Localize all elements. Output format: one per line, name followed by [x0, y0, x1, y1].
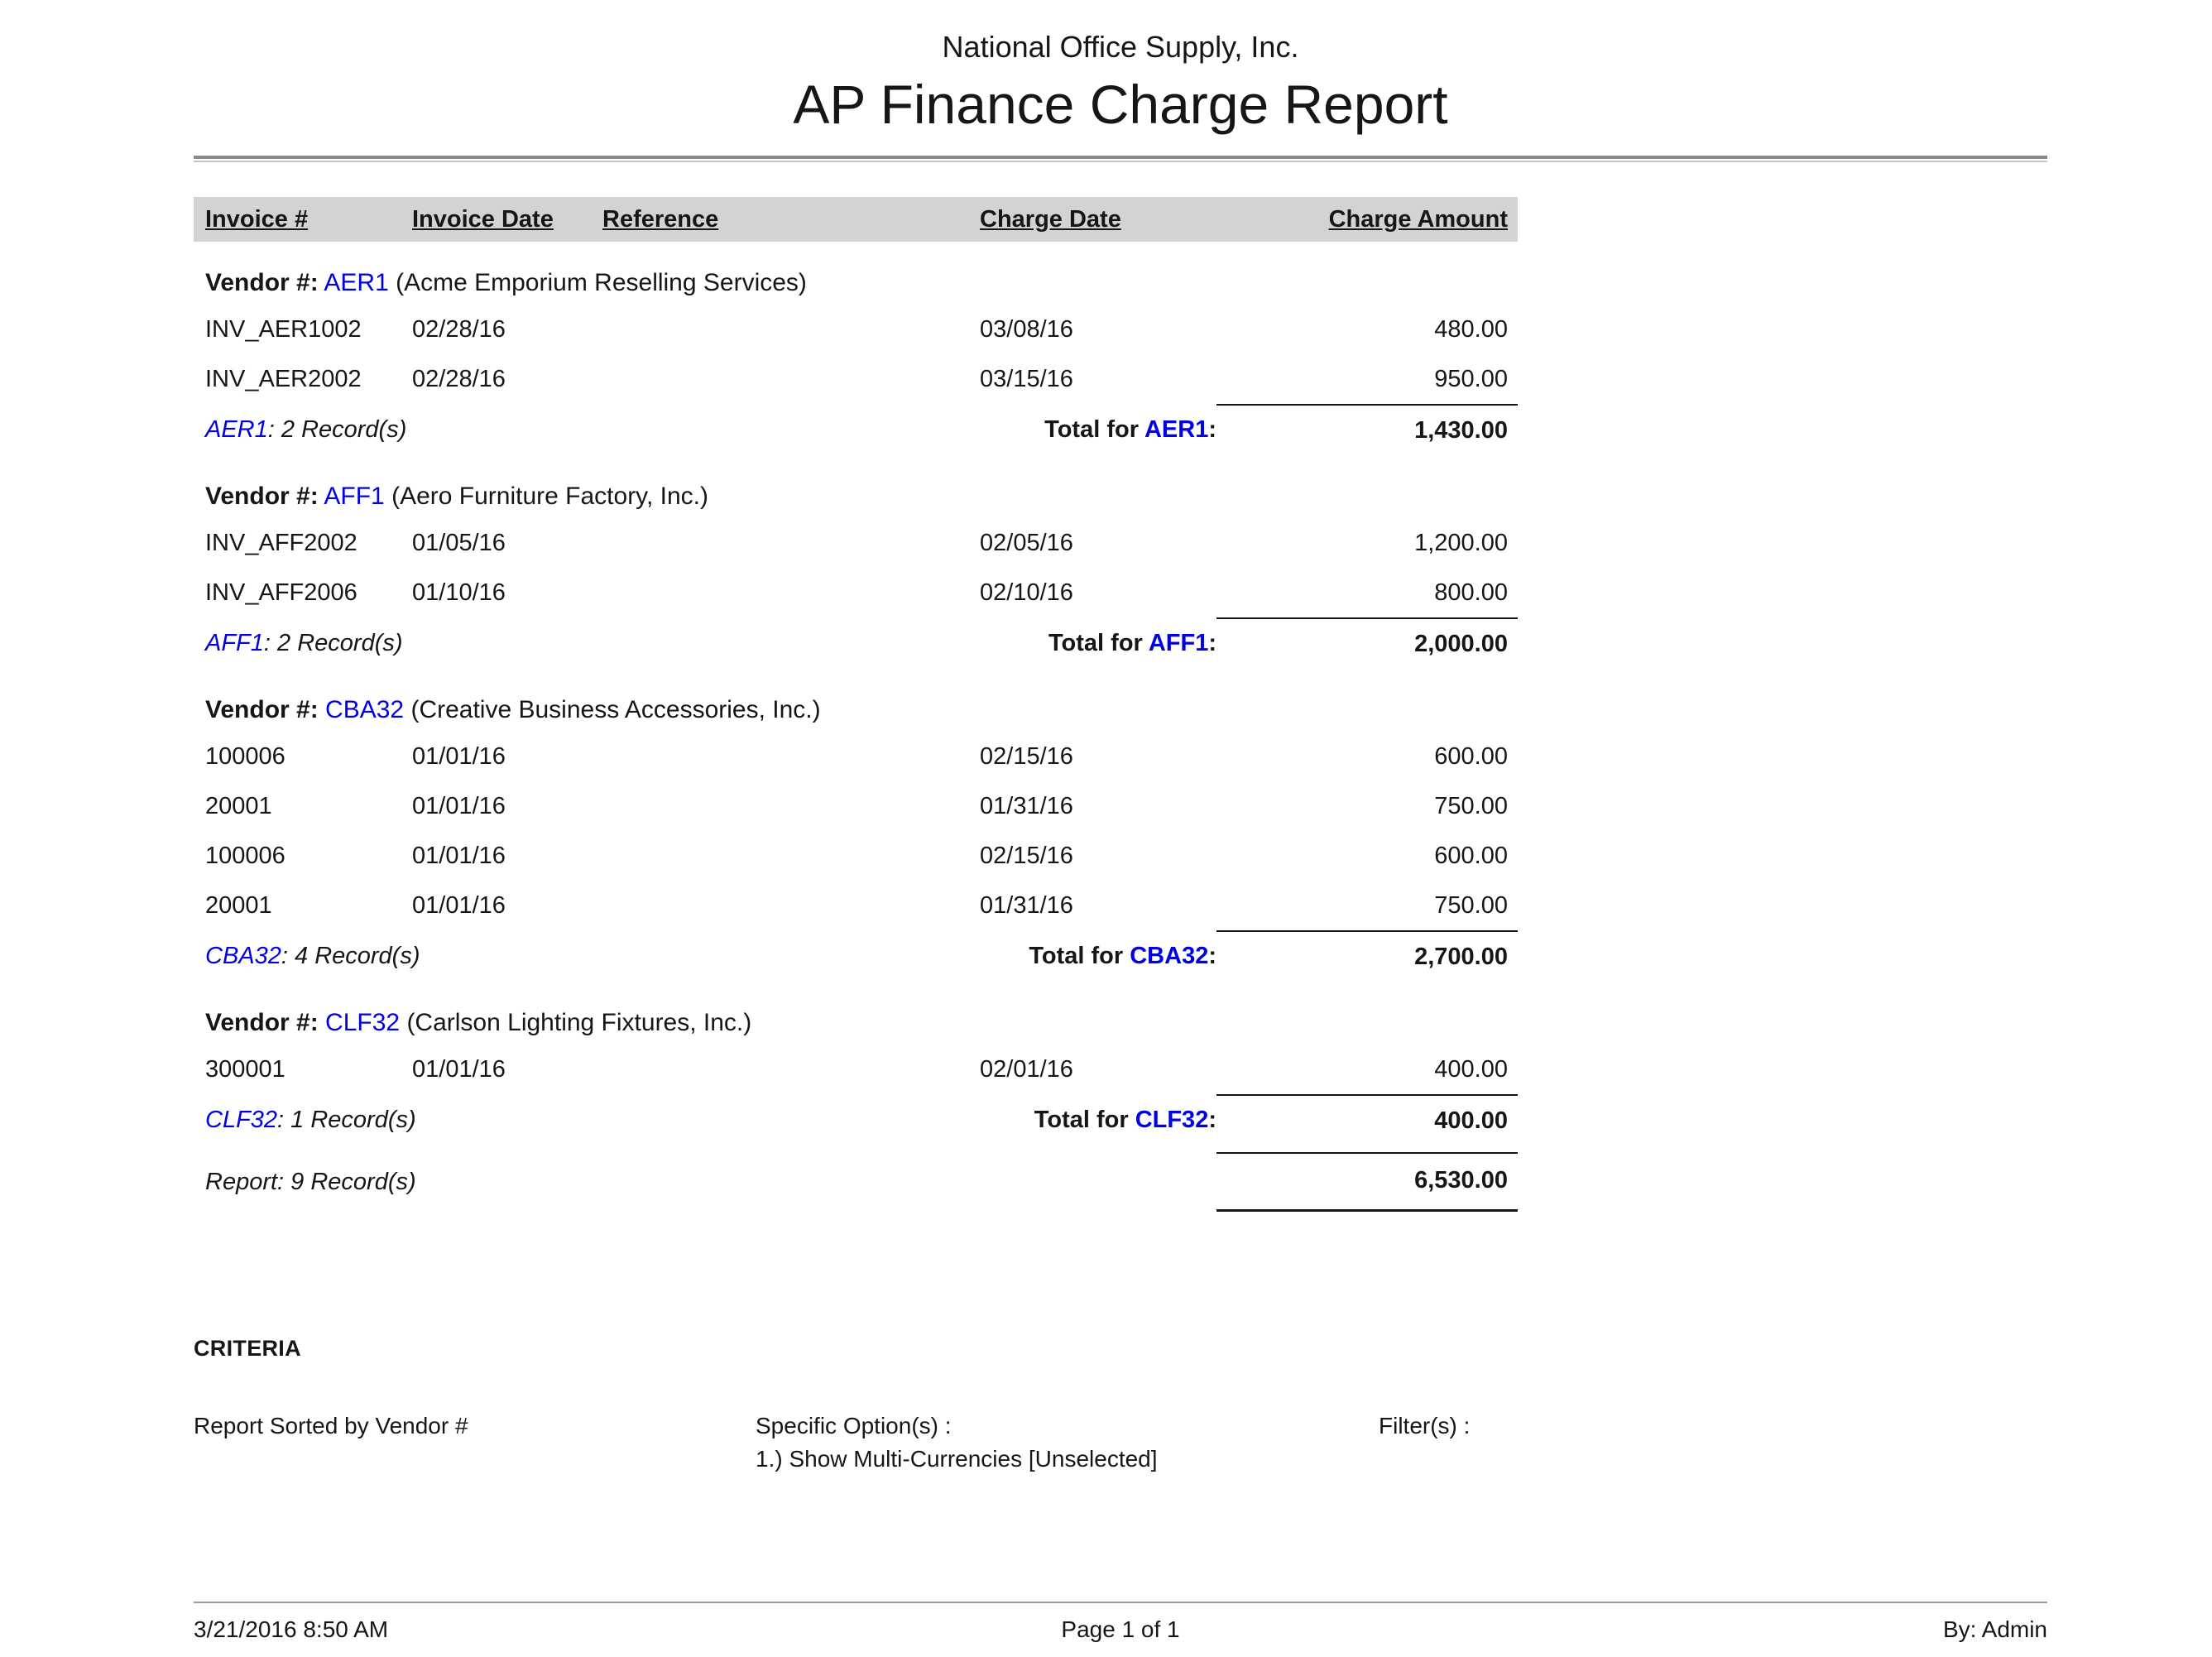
- criteria-specific-options: [756, 1410, 1379, 1476]
- vendor-total-amount: 2,700.00: [1216, 930, 1518, 982]
- total-for-label: Total for: [1048, 630, 1149, 656]
- column-header-reference: [591, 206, 968, 233]
- criteria-sorted-by: Report Sorted by Vendor #: [194, 1413, 468, 1438]
- vendor-code-link[interactable]: AFF1: [324, 483, 385, 510]
- cell-invoice-number: 20001: [205, 891, 272, 919]
- total-colon: :: [1208, 416, 1216, 443]
- vendor-total-label: [968, 617, 1216, 669]
- table-row: [194, 305, 1518, 354]
- table-row: [194, 568, 1518, 617]
- vendor-record-count: [194, 930, 968, 982]
- cell-invoice-date: 02/28/16: [412, 365, 506, 392]
- cell-charge-amount: 600.00: [1434, 742, 1508, 770]
- column-header-label: Invoice Date: [412, 205, 554, 233]
- vendor-subtotal-row: [194, 617, 1518, 669]
- vendor-subtotal-row: [194, 930, 1518, 982]
- criteria-heading: CRITERIA: [194, 1336, 301, 1361]
- cell-charge-date: 02/15/16: [980, 842, 1073, 869]
- table-row: [194, 354, 1518, 404]
- column-header-label: Invoice #: [205, 205, 309, 233]
- record-count-text: : 4 Record(s): [281, 943, 420, 969]
- vendor-name: (Creative Business Accessories, Inc.): [410, 696, 821, 723]
- column-header-charge-amount: [1204, 206, 1518, 233]
- column-header-label: Charge Date: [980, 205, 1121, 233]
- total-for-label: Total for: [1029, 943, 1130, 969]
- cell-invoice-number: INV_AER1002: [205, 315, 362, 343]
- column-header-charge-date: [968, 206, 1204, 233]
- vendor-code-link[interactable]: AFF1: [1148, 630, 1209, 656]
- table-header-row: [194, 197, 1518, 242]
- column-header-label: Charge Amount: [1328, 205, 1508, 233]
- total-for-label: Total for: [1034, 1107, 1135, 1133]
- report-grand-total-amount: 6,530.00: [1216, 1152, 1518, 1212]
- cell-charge-amount: 480.00: [1434, 315, 1508, 343]
- vendor-group: [194, 475, 1518, 669]
- vendor-total-amount: 2,000.00: [1216, 617, 1518, 669]
- cell-charge-amount: 600.00: [1434, 842, 1508, 869]
- vendor-name: (Aero Furniture Factory, Inc.): [391, 483, 708, 510]
- vendor-code-link[interactable]: CLF32: [325, 1009, 401, 1036]
- cell-invoice-date: 02/28/16: [412, 315, 506, 343]
- company-name: National Office Supply, Inc.: [942, 30, 1299, 64]
- vendor-name: (Carlson Lighting Fixtures, Inc.): [406, 1009, 752, 1036]
- vendor-group: [194, 689, 1518, 982]
- cell-invoice-date: 01/01/16: [412, 792, 506, 819]
- total-colon: :: [1208, 630, 1216, 656]
- total-for-label: Total for: [1044, 416, 1144, 443]
- vendor-number-label: Vendor #:: [205, 1009, 319, 1036]
- cell-charge-date: 02/05/16: [980, 529, 1073, 556]
- title-divider: [194, 156, 2047, 162]
- spacer: [968, 1152, 1216, 1212]
- vendor-group: [194, 262, 1518, 455]
- column-header-invoice-date: [401, 206, 591, 233]
- vendor-code-link[interactable]: AFF1: [205, 630, 264, 656]
- vendor-group-header: [194, 689, 1518, 732]
- vendor-code-link[interactable]: CBA32: [1130, 943, 1209, 969]
- table-row: [194, 1045, 1518, 1094]
- cell-invoice-number: 100006: [205, 742, 285, 770]
- vendor-code-link[interactable]: AER1: [1144, 416, 1209, 443]
- table-row: [194, 881, 1518, 930]
- vendor-group: [194, 1001, 1518, 1145]
- table-row: [194, 732, 1518, 781]
- vendor-group-header: [194, 262, 1518, 305]
- cell-charge-amount: 950.00: [1434, 365, 1508, 392]
- vendor-total-amount: 400.00: [1216, 1094, 1518, 1145]
- cell-charge-amount: 1,200.00: [1414, 529, 1508, 556]
- vendor-record-count: [194, 404, 968, 455]
- cell-charge-date: 01/31/16: [980, 792, 1073, 819]
- cell-charge-amount: 400.00: [1434, 1055, 1508, 1083]
- criteria-options-label: Specific Option(s) :: [756, 1413, 952, 1438]
- cell-invoice-date: 01/05/16: [412, 529, 506, 556]
- vendor-number-label: Vendor #:: [205, 696, 319, 723]
- cell-invoice-date: 01/01/16: [412, 891, 506, 919]
- vendor-total-label: [968, 930, 1216, 982]
- report-footer: [194, 1602, 2047, 1643]
- cell-charge-amount: 800.00: [1434, 579, 1508, 606]
- report-table: [194, 197, 1518, 1212]
- footer-page-number: Page 1 of 1: [1061, 1616, 1180, 1642]
- vendor-total-label: [968, 404, 1216, 455]
- vendor-code-link[interactable]: AER1: [205, 416, 268, 443]
- report-title: AP Finance Charge Report: [793, 74, 1448, 135]
- footer-datetime: 3/21/2016 8:50 AM: [194, 1616, 389, 1642]
- criteria-section: [194, 1336, 2047, 1476]
- cell-invoice-date: 01/10/16: [412, 579, 506, 606]
- vendor-total-amount: 1,430.00: [1216, 404, 1518, 455]
- vendor-code-link[interactable]: CLF32: [1135, 1107, 1209, 1133]
- cell-charge-date: 03/15/16: [980, 365, 1073, 392]
- vendor-name: (Acme Emporium Reselling Services): [396, 269, 807, 296]
- cell-charge-date: 02/15/16: [980, 742, 1073, 770]
- total-colon: :: [1208, 1107, 1216, 1133]
- vendor-code-link[interactable]: CBA32: [205, 943, 281, 969]
- table-row: [194, 781, 1518, 831]
- vendor-code-link[interactable]: CLF32: [205, 1107, 278, 1133]
- vendor-group-header: [194, 475, 1518, 518]
- vendor-number-label: Vendor #:: [205, 483, 319, 510]
- criteria-row: [194, 1410, 2047, 1476]
- report-grand-total-row: [194, 1152, 1518, 1212]
- total-colon: :: [1208, 943, 1216, 969]
- vendor-record-count: [194, 1094, 968, 1145]
- cell-invoice-date: 01/01/16: [412, 842, 506, 869]
- cell-charge-amount: 750.00: [1434, 792, 1508, 819]
- cell-charge-amount: 750.00: [1434, 891, 1508, 919]
- cell-invoice-date: 01/01/16: [412, 742, 506, 770]
- vendor-record-count: [194, 617, 968, 669]
- vendor-number-label: Vendor #:: [205, 269, 319, 296]
- record-count-text: : 2 Record(s): [263, 630, 403, 656]
- vendor-code-link[interactable]: AER1: [324, 269, 389, 296]
- report-content: [194, 0, 2047, 1476]
- cell-invoice-number: 100006: [205, 842, 285, 869]
- record-count-text: : 1 Record(s): [277, 1107, 416, 1133]
- vendor-subtotal-row: [194, 404, 1518, 455]
- vendor-code-link[interactable]: CBA32: [325, 696, 405, 723]
- cell-invoice-number: 20001: [205, 792, 272, 819]
- vendor-group-header: [194, 1001, 1518, 1045]
- cell-invoice-number: INV_AFF2002: [205, 529, 357, 556]
- column-header-invoice: [194, 206, 401, 233]
- cell-invoice-number: INV_AFF2006: [205, 579, 357, 606]
- table-row: [194, 518, 1518, 568]
- cell-charge-date: 01/31/16: [980, 891, 1073, 919]
- footer-generated-by: By: Admin: [1942, 1616, 2048, 1642]
- cell-invoice-number: 300001: [205, 1055, 285, 1083]
- vendor-total-label: [968, 1094, 1216, 1145]
- cell-charge-date: 03/08/16: [980, 315, 1073, 343]
- report-record-count: Report: 9 Record(s): [205, 1168, 416, 1195]
- vendor-subtotal-row: [194, 1094, 1518, 1145]
- cell-charge-date: 02/01/16: [980, 1055, 1073, 1083]
- table-row: [194, 831, 1518, 881]
- column-header-label: Reference: [602, 205, 719, 233]
- criteria-filters-label: Filter(s) :: [1379, 1413, 1471, 1438]
- criteria-option-1: 1.) Show Multi-Currencies [Unselected]: [756, 1446, 1158, 1472]
- record-count-text: : 2 Record(s): [267, 416, 407, 443]
- cell-charge-date: 02/10/16: [980, 579, 1073, 606]
- cell-invoice-number: INV_AER2002: [205, 365, 362, 392]
- cell-invoice-date: 01/01/16: [412, 1055, 506, 1083]
